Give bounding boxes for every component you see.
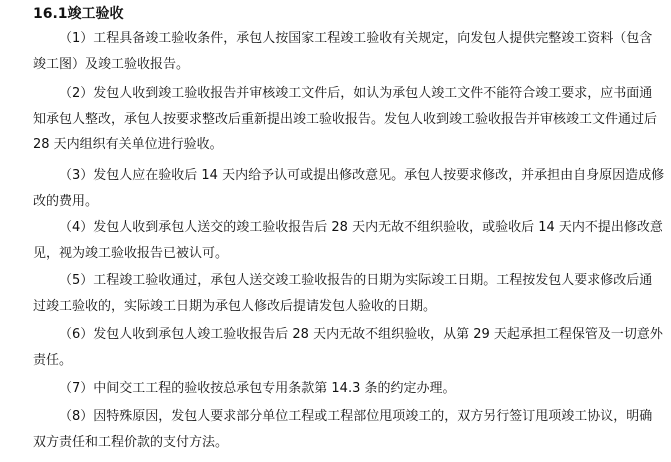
paragraph-3: （3）发包人应在验收后 14 天内给予认可或提出修改意见。承包人按要求修改，并承担由自身原因造成修改的费用。 — [33, 168, 665, 209]
paragraph-7: （7）中间交工工程的验收按总承包专用条款第 14.3 条的约定办理。 — [59, 381, 456, 396]
paragraph-5: （5）工程竣工验收通过，承包人送交竣工验收报告的日期为实际竣工日期。工程按发包人要求修改后通过竣工验收的，实际竣工日期为承包人修改后提请发包人验收的日期。 — [33, 273, 653, 314]
paragraph-4: （4）发包人收到承包人送交的竣工验收报告后 28 天内无故不组织验收，或验收后 14 天内不提出修改意见，视为竣工验收报告已被认可。 — [33, 220, 663, 261]
section-heading: 16.1竣工验收 — [33, 6, 124, 22]
paragraph-6: （6）发包人收到承包人竣工验收报告后 28 天内无故不组织验收，从第 29 天起承担工程保管及一切意外责任。 — [33, 327, 663, 368]
paragraph-1: （1）工程具备竣工验收条件，承包人按国家工程竣工验收有关规定，向发包人提供完整竣工资料（包含竣工图）及竣工验收报告。 — [33, 31, 653, 72]
paragraph-8: （8）因特殊原因，发包人要求部分单位工程或工程部位甩项竣工的，双方另行签订甩项竣工协议，明确双方责任和工程价款的支付方法。 — [33, 409, 653, 450]
paragraph-2: （2）发包人收到竣工验收报告并审核竣工文件后，如认为承包人竣工文件不能符合竣工要求，应书面通知承包人整改，承包人按要求整改后重新提出竣工验收报告。发包人收到竣工验收报告并审核竣工文件通过后 28 天内组织有关单位进行验收。 — [33, 86, 658, 152]
